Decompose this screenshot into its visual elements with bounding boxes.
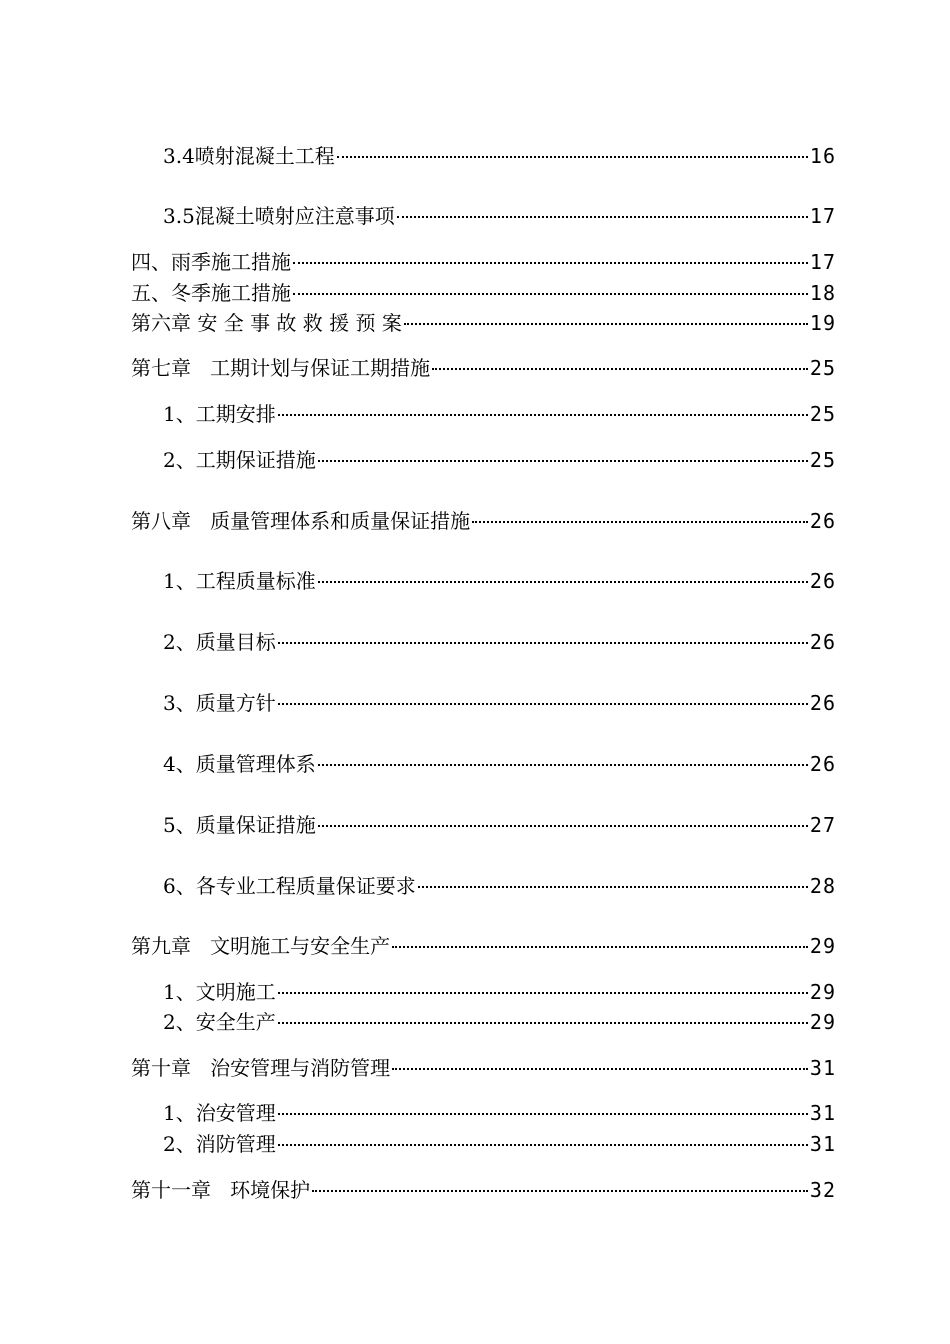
dot-leader	[318, 764, 808, 766]
dot-leader	[318, 460, 808, 462]
toc-entry-title: 第十一章 环境保护	[131, 1178, 311, 1202]
dot-leader	[392, 946, 808, 948]
toc-entry-page: 19	[809, 311, 836, 335]
dot-leader	[293, 293, 808, 295]
dot-leader	[278, 992, 808, 994]
toc-entry-page: 26	[809, 569, 836, 593]
toc-entry[interactable]	[163, 812, 836, 838]
toc-entry-title: 1、文明施工	[163, 980, 276, 1004]
toc-entry[interactable]	[131, 508, 836, 534]
toc-entry[interactable]	[163, 979, 836, 1005]
dot-leader	[278, 1144, 808, 1146]
toc-entry-title: 2、质量目标	[163, 630, 276, 654]
toc-entry-title: 1、工期安排	[163, 402, 276, 426]
dot-leader	[318, 825, 808, 827]
toc-entry-title: 第八章 质量管理体系和质量保证措施	[131, 509, 471, 533]
toc-entry-page: 29	[809, 1010, 836, 1034]
toc-entry-page: 28	[809, 874, 836, 898]
toc-entry-title: 2、安全生产	[163, 1010, 276, 1034]
dot-leader	[418, 886, 808, 888]
toc-entry-title: 第十章 治安管理与消防管理	[131, 1056, 391, 1080]
dot-leader	[432, 368, 808, 370]
toc-entry[interactable]	[131, 310, 836, 336]
toc-entry-page: 26	[809, 509, 836, 533]
toc-entry-page: 17	[809, 250, 836, 274]
dot-leader	[293, 262, 808, 264]
toc-entry[interactable]	[163, 629, 836, 655]
dot-leader	[278, 1022, 808, 1024]
toc-entry-title: 第六章 安 全 事 故 救 援 预 案	[131, 311, 402, 335]
dot-leader	[472, 521, 808, 523]
dot-leader	[278, 1113, 808, 1115]
toc-entry-page: 16	[809, 144, 836, 168]
toc-entry[interactable]	[163, 690, 836, 716]
toc-entry[interactable]	[131, 355, 836, 381]
dot-leader	[318, 581, 808, 583]
toc-entry-page: 25	[809, 402, 836, 426]
toc-entry-title: 6、各专业工程质量保证要求	[163, 874, 416, 898]
toc-entry[interactable]	[163, 143, 836, 169]
dot-leader	[392, 1068, 808, 1070]
toc-entry-page: 26	[809, 752, 836, 776]
dot-leader	[404, 323, 808, 325]
toc-entry-page: 26	[809, 630, 836, 654]
toc-entry[interactable]	[131, 1177, 836, 1203]
toc-entry[interactable]	[163, 751, 836, 777]
toc-entry-title: 2、工期保证措施	[163, 448, 316, 472]
dot-leader	[397, 216, 808, 218]
toc-entry[interactable]	[163, 203, 836, 229]
toc-entry[interactable]	[131, 1055, 836, 1081]
toc-entry-page: 25	[809, 356, 836, 380]
toc-entry-title: 五、冬季施工措施	[131, 281, 291, 305]
toc-entry-title: 3、质量方针	[163, 691, 276, 715]
toc-entry[interactable]	[131, 249, 836, 275]
toc-entry[interactable]	[163, 401, 836, 427]
toc-entry-title: 第九章 文明施工与安全生产	[131, 934, 391, 958]
toc-entry[interactable]	[163, 447, 836, 473]
toc-entry-page: 29	[809, 980, 836, 1004]
dot-leader	[278, 703, 808, 705]
toc-entry-page: 26	[809, 691, 836, 715]
toc-entry-page: 29	[809, 934, 836, 958]
dot-leader	[278, 414, 808, 416]
toc-entry-page: 25	[809, 448, 836, 472]
toc-entry[interactable]	[131, 280, 836, 306]
toc-entry-page: 32	[809, 1178, 836, 1202]
dot-leader	[337, 156, 808, 158]
dot-leader	[278, 642, 808, 644]
toc-entry[interactable]	[163, 568, 836, 594]
toc-entry-title: 四、雨季施工措施	[131, 250, 291, 274]
toc-entry-page: 18	[809, 281, 836, 305]
toc-entry-title: 3.5混凝土喷射应注意事项	[163, 204, 395, 228]
toc-entry-page: 31	[809, 1101, 836, 1125]
toc-entry[interactable]	[163, 873, 836, 899]
toc-entry[interactable]	[163, 1009, 836, 1035]
dot-leader	[312, 1190, 808, 1192]
toc-entry-title: 2、消防管理	[163, 1132, 276, 1156]
toc-entry-page: 27	[809, 813, 836, 837]
toc-entry[interactable]	[131, 933, 836, 959]
toc-entry[interactable]	[163, 1131, 836, 1157]
toc-entry-title: 1、治安管理	[163, 1101, 276, 1125]
toc-entry-page: 31	[809, 1056, 836, 1080]
toc-entry-page: 31	[809, 1132, 836, 1156]
toc-entry-title: 4、质量管理体系	[163, 752, 316, 776]
toc-entry-title: 第七章 工期计划与保证工期措施	[131, 356, 431, 380]
toc-entry-title: 1、工程质量标准	[163, 569, 316, 593]
toc-entry-title: 5、质量保证措施	[163, 813, 316, 837]
toc-entry[interactable]	[163, 1100, 836, 1126]
toc-entry-title: 3.4喷射混凝土工程	[163, 144, 335, 168]
toc-entry-page: 17	[809, 204, 836, 228]
